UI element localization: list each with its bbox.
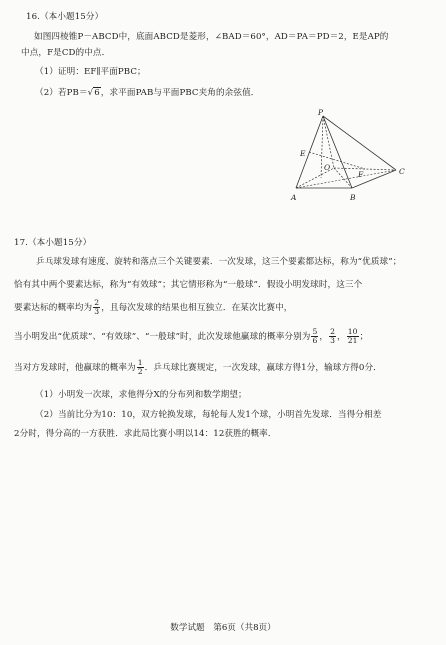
label-A: A [291,193,297,202]
label-E: E [300,149,306,158]
fraction-numerator: 5 [312,327,318,336]
q16-text-line2: 中点，F是CD的中点． [21,48,111,58]
fraction-numerator: 10 [347,327,358,336]
fraction-numerator: 2 [330,327,336,336]
q16-part2-text-b: ，求平面PAB与平面PBC夹角的余弦值． [100,88,260,98]
fraction-denominator: 6 [312,336,318,345]
separator: ， [319,332,329,342]
fraction-one-half [137,359,144,376]
q17-header: 17.（本小题15分） [14,238,92,248]
q17-text-line1: 乒乓球发球有速度、旋转和落点三个关键要素．一次发球，这三个要素都达标，称为“优质球”； [36,257,402,267]
q17-part1: （1）小明发一次球，求他得分X的分布列和数学期望； [35,390,247,400]
fraction-denominator: 3 [330,336,336,345]
edge-PD-hidden [323,116,334,168]
fraction-five-sixths [311,328,318,345]
q17-line5-text-a: 当对方发球时，他赢球的概率为 [14,363,136,373]
sqrt-radicand: 6 [94,88,100,98]
segment-PO-hidden [321,116,323,178]
separator: ， [337,332,346,342]
fraction-denominator: 2 [137,367,143,376]
page-footer: 数学试题 第6页（共8页） [170,623,276,633]
fraction-denominator: 3 [94,307,100,316]
label-P: P [318,108,324,117]
fraction-numerator: 2 [94,298,100,307]
pyramid-figure [286,108,418,208]
label-B: B [350,193,356,202]
q17-line3-text-b: ，且每次发球的结果也相互独立．在某次比赛中， [101,303,293,313]
q16-header: 16.（本小题15分） [26,12,104,22]
segment-EF-hidden [309,152,365,169]
fraction-two-thirds [93,299,100,316]
q17-line4-text-a: 当小明发出“优质球”、“有效球”、“一般球”时，此次发球他赢球的概率分别为 [14,332,311,342]
q16-part1: （1）证明：EF∥平面PBC； [35,67,146,77]
q17-text-line2: 恰有其中两个要素达标，称为“有效球”；其它情形称为“一般球”．假设小明发球时，这三个 [14,280,363,290]
label-O: O [324,163,331,172]
q17-text-line3 [14,298,292,318]
label-C: C [399,167,405,176]
sqrt-symbol: √6 [87,88,100,98]
fraction-numerator: 1 [137,358,143,367]
edge-DB-hidden [334,168,352,188]
fraction-two-thirds [329,328,336,345]
fraction-ten-twentyfirsts [347,328,359,345]
q16-text-line1: 如图四棱锥P－ABCD中，底面ABCD是菱形，∠BAD＝60°，AD＝PA＝PD＝2，E是AP的 [34,32,389,42]
q16-part2-text-a: （2）若PB＝ [35,88,88,98]
q16-part2 [35,87,259,99]
q17-line3-text-a: 要素达标的概率均为 [14,303,93,313]
fraction-denominator: 21 [347,336,358,345]
q17-part2-line1: （2）当前比分为10：10，双方轮换发球，每轮每人发1个球，小明首先发球．当得分相差 [35,410,382,420]
q17-text-line4 [14,327,368,347]
q17-text-line5 [14,358,382,378]
label-F: F [358,170,364,179]
q17-part2-line2: 2分时，得分高的一方获胜．求此局比赛小明以14：12获胜的概率． [14,429,277,439]
q17-line5-text-b: ．乒乓球比赛规定，一次发球，赢球方得1分，输球方得0分． [144,363,382,373]
q17-line4-text-b: ； [359,332,369,342]
